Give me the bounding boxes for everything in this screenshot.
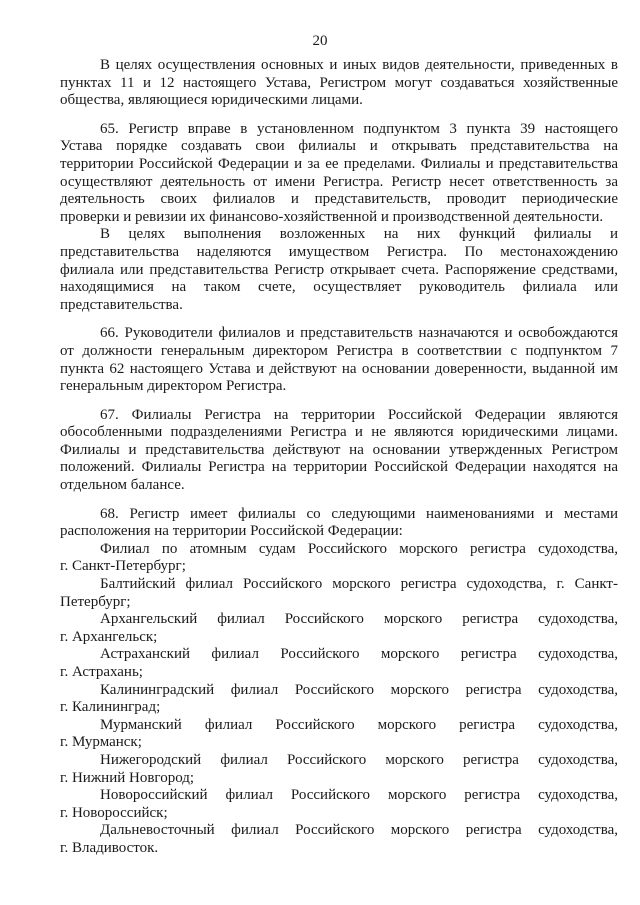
text-line: представительства. — [60, 296, 183, 313]
text-line: В целях выполнения возложенных на них функций филиалы и — [100, 226, 618, 243]
text-line: 66. Руководители филиалов и представительств назначаются и освобождаются — [100, 325, 618, 342]
text-line: Устава порядке создавать свои филиалы и открывать представительства на — [60, 138, 618, 155]
list-item — [60, 822, 618, 857]
list-item — [60, 717, 618, 752]
page-number: 20 — [312, 33, 328, 49]
text-line: 67. Филиалы Регистра на территории Российской Федерации являются — [100, 406, 618, 423]
text-line: осуществляют деятельность от имени Регистра. Регистр несет ответственность за — [60, 173, 618, 190]
text-line: Мурманский филиал Российского морского регистра судоходства, — [100, 716, 618, 733]
text-line: г. Астрахань; — [60, 664, 143, 680]
text-line: 68. Регистр имеет филиалы со следующими наименованиями и местами — [100, 505, 618, 522]
text-line: Дальневосточный филиал Российского морского регистра судоходства, — [100, 822, 618, 839]
text-line: представительства наделяются имуществом Регистра. По местонахождению — [60, 243, 618, 260]
text-line: Петербург; — [60, 593, 131, 610]
paragraph — [60, 407, 618, 495]
document-body — [60, 57, 618, 858]
text-line: отдельном балансе. — [60, 477, 185, 494]
text-line: Архангельский филиал Российского морского регистра судоходства, — [100, 611, 618, 628]
text-line: Балтийский филиал Российского морского регистра судоходства, г. Санкт- — [100, 576, 618, 593]
text-line: Филиалы и представительства действуют на основании утвержденных Регистром — [60, 441, 618, 458]
list-item — [60, 682, 618, 717]
text-line: г. Мурманск; — [60, 734, 142, 751]
paragraph — [60, 57, 618, 110]
text-line: г. Нижний Новгород; — [60, 769, 195, 786]
text-line: пунктах 11 и 12 настоящего Устава, Регистром могут создаваться хозяйственные — [60, 74, 618, 91]
text-line: положений. Филиалы Регистра на территории Российской Федерации находятся на — [60, 459, 618, 476]
list-item — [60, 611, 618, 646]
text-line: г. Владивосток. — [60, 839, 159, 856]
text-line: проверки и ревизии их финансово-хозяйственной и производственной деятельности. — [60, 208, 604, 225]
text-line: находящимися на таком счете, осуществляет руководитель филиала или — [60, 279, 618, 296]
text-line: Новороссийский филиал Российского морского регистра судоходства, — [100, 787, 618, 804]
paragraph — [60, 325, 618, 395]
text-line: расположения на территории Российской Федерации: — [60, 523, 403, 540]
text-line: общества, являющиеся юридическими лицами. — [60, 92, 363, 109]
list-item — [60, 752, 618, 787]
text-line: деятельность своих филиалов и представительств, проводит периодические — [60, 191, 618, 208]
text-line: Филиал по атомным судам Российского морского регистра судоходства, — [100, 540, 618, 557]
paragraph — [60, 226, 618, 314]
text-line: Астраханский филиал Российского морского регистра судоходства, — [100, 646, 618, 663]
list-item — [60, 541, 618, 576]
list-item — [60, 787, 618, 822]
text-line: генеральным директором Регистра. — [60, 378, 287, 395]
list-item — [60, 646, 618, 681]
text-line: пункта 62 настоящего Устава и действуют на основании доверенности, выданной им — [60, 360, 618, 377]
text-line: В целях осуществления основных и иных видов деятельности, приведенных в — [100, 57, 618, 73]
text-line: от должности генеральным директором Регистра в соответствии с подпунктом 7 — [60, 342, 618, 359]
text-line: г. Архангельск; — [60, 628, 158, 645]
text-line: Калининградский филиал Российского морского регистра судоходства, — [100, 681, 618, 698]
paragraph — [60, 506, 618, 541]
text-line: г. Санкт-Петербург; — [60, 558, 186, 575]
text-line: обособленными подразделениями Регистра и не являются юридическими лицами. — [60, 424, 618, 441]
paragraph — [60, 121, 618, 227]
text-line: г. Новороссийск; — [60, 804, 168, 821]
text-line: г. Калининград; — [60, 699, 161, 716]
text-line: территории Российской Федерации и за ее пределами. Филиалы и представительства — [60, 155, 618, 172]
list-item — [60, 576, 618, 611]
text-line: 65. Регистр вправе в установленном подпунктом 3 пункта 39 настоящего — [100, 120, 618, 137]
text-line: филиала или представительства Регистр открывает счета. Распоряжение средствами, — [60, 261, 618, 278]
text-line: Нижегородский филиал Российского морского регистра судоходства, — [100, 751, 618, 768]
